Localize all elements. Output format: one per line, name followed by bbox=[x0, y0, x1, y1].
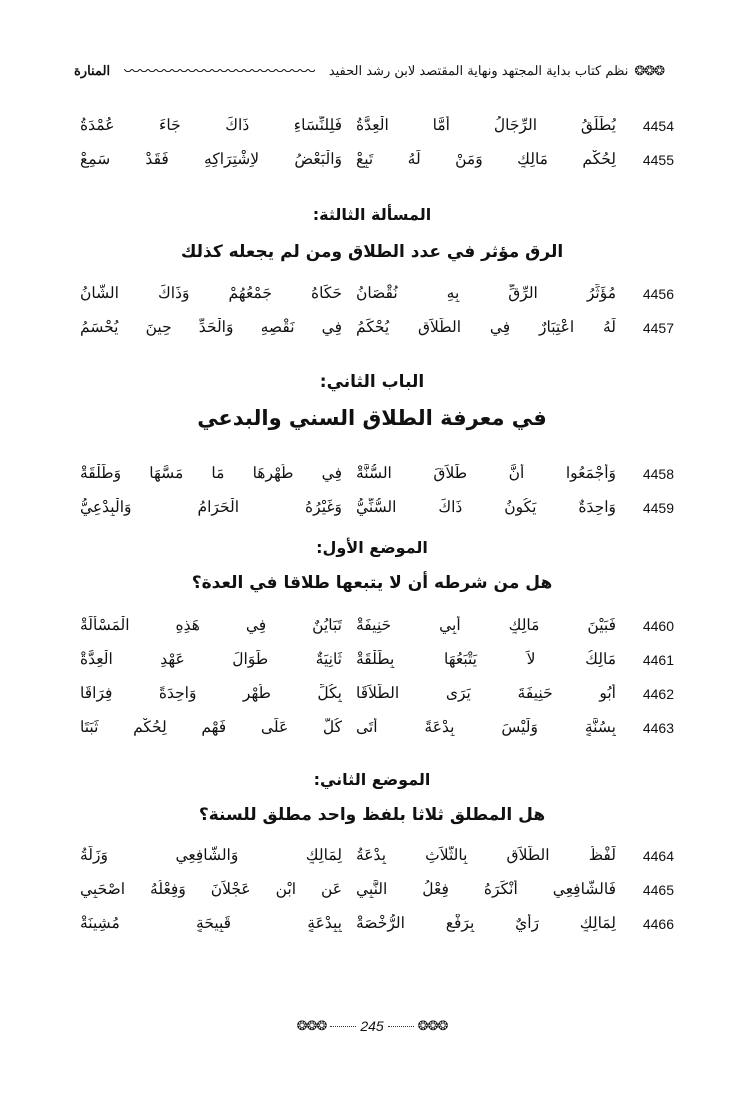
verse-first-hemistich: بِسُنَّةٍ وَلَيْسَ بِدْعَةً أَتَى bbox=[356, 718, 616, 736]
verse-second-hemistich: بِكُلِّ طُهْرٍ وَاحِدَةً فِرَاقَا bbox=[80, 684, 342, 702]
verse-first-hemistich: أَبُو حَنِيفَةَ يَرَى الطَّلاَقَا bbox=[356, 684, 616, 702]
verse-number: 4459 bbox=[642, 500, 674, 516]
verse-line bbox=[80, 280, 674, 312]
verse-line bbox=[80, 612, 674, 644]
footer-divider bbox=[330, 1026, 356, 1027]
verse-second-hemistich: فِي نَقْصِهِ وَالْحَدِّ حِينَ يُحْسَمُ bbox=[80, 318, 342, 336]
verse-number: 4455 bbox=[642, 152, 674, 168]
verse-first-hemistich: فَبَيْنَ مَالِكٍ أَبِي حَنِيفَةْ bbox=[356, 616, 616, 634]
topic-title: هل المطلق ثلاثا بلفظ واحد مطلق للسنة؟ bbox=[198, 805, 546, 825]
footer-ornament-right: ❂❂❂ bbox=[417, 1018, 448, 1034]
verse-line bbox=[80, 910, 674, 942]
verse-second-hemistich: تَبَايُنٌ فِي هَذِهِ الْمَسْأَلَةْ bbox=[80, 616, 342, 634]
verse-line bbox=[80, 494, 674, 526]
verse-number: 4454 bbox=[642, 118, 674, 134]
verse-line bbox=[80, 876, 674, 908]
verse-line bbox=[80, 146, 674, 178]
verse-number: 4458 bbox=[642, 466, 674, 482]
section-label: المسألة الثالثة: bbox=[312, 205, 432, 224]
verse-line bbox=[80, 842, 674, 874]
verse-second-hemistich: وَغَيْرُهُ الْحَرَامُ وَالْبِدْعِيُّ bbox=[80, 498, 342, 516]
verse-first-hemistich: لَهُ اعْتِبَارٌ فِي الطَّلاَقِ يُحْكَمُ bbox=[356, 318, 616, 336]
verse-second-hemistich: بِبِدْعَةٍ قَبِيحَةٍ مُشِينَةْ bbox=[80, 914, 342, 932]
verse-number: 4465 bbox=[642, 882, 674, 898]
verse-first-hemistich: لِحُكْمِ مَالِكٍ وَمَنْ لَهُ تَبِعْ bbox=[356, 150, 616, 168]
verse-line bbox=[80, 646, 674, 678]
verse-line bbox=[80, 314, 674, 346]
chapter-title: في معرفة الطلاق السني والبدعي bbox=[197, 406, 547, 430]
verse-number: 4456 bbox=[642, 286, 674, 302]
verse-first-hemistich: مُؤَثِّرُ الرِّقِّ بِهِ نُقْصَانُ bbox=[356, 284, 616, 302]
verse-second-hemistich: كُلٌّ عَلَى فَهْمٍ لِحُكْمٍ ثَبَتَا bbox=[80, 718, 342, 736]
footer-divider bbox=[388, 1026, 414, 1027]
verse-number: 4457 bbox=[642, 320, 674, 336]
verse-first-hemistich: مَالِكُ لاَ يَتْبَعُهَا بِطَلْقَةْ bbox=[356, 650, 616, 668]
verse-first-hemistich: يُطَلِّقُ الرِّجَالُ أَمَّا الْعِدَّةُ bbox=[356, 116, 616, 134]
verse-first-hemistich: لَفْظُ الطَّلاَقِ بِالثَّلاَثِ بِدْعَةُ bbox=[356, 846, 616, 864]
verse-line bbox=[80, 112, 674, 144]
verse-second-hemistich: وَالْبَعْضُ لاِشْتِرَاكِهِ فَقَدْ سَمِعْ bbox=[80, 150, 342, 168]
running-title: المنارة bbox=[74, 63, 111, 79]
topic-label: الموضع الثاني: bbox=[313, 770, 431, 789]
verse-second-hemistich: حَكَاهُ جَمْعُهُمْ وَذَاكَ الشَّانُ bbox=[80, 284, 342, 302]
verse-number: 4462 bbox=[642, 686, 674, 702]
verse-second-hemistich: لِمَالِكٍ وَالشَّافِعِي وَزَلَّةُ bbox=[80, 846, 342, 864]
verse-second-hemistich: ثَانِيَةٌ طَوَالَ عَهْدِ الْعِدَّةْ bbox=[80, 650, 342, 668]
verse-number: 4463 bbox=[642, 720, 674, 736]
verse-number: 4464 bbox=[642, 848, 674, 864]
verse-number: 4466 bbox=[642, 916, 674, 932]
verse-first-hemistich: فَالشَّافِعِي أَنْكَرَهُ فِعْلُ النَّبِي bbox=[356, 880, 616, 898]
header-wavy-divider bbox=[124, 67, 315, 75]
verse-second-hemistich: فَلِلنِّسَاءِ ذَاكَ جَاءَ عُمْدَةُ bbox=[80, 116, 342, 134]
book-title: نظم كتاب بداية المجتهد ونهاية المقتصد لابن رشد الحفيد bbox=[328, 63, 629, 79]
footer-ornament-left: ❂❂❂ bbox=[296, 1018, 327, 1034]
page-footer bbox=[0, 1018, 744, 1034]
verse-second-hemistich: عَنِ ابْنِ عَجْلاَنَ وَفِعْلُهُ اصْحَبِي bbox=[80, 880, 342, 898]
page-number: 245 bbox=[360, 1018, 384, 1034]
header-ornament: ❂❂❂ bbox=[634, 63, 664, 79]
topic-label: الموضع الأول: bbox=[316, 538, 428, 557]
verse-first-hemistich: وَاحِدَةٌ يَكُونُ ذَاكَ السُّنِّيُّ bbox=[356, 498, 616, 516]
topic-title: هل من شرطه أن لا يتبعها طلاقا في العدة؟ bbox=[191, 573, 553, 593]
verse-line bbox=[80, 680, 674, 712]
verse-number: 4461 bbox=[642, 652, 674, 668]
verse-second-hemistich: فِي طُهْرِهَا مَا مَسَّهَا وَطَلْقَةْ bbox=[80, 464, 342, 482]
verse-number: 4460 bbox=[642, 618, 674, 634]
verse-line bbox=[80, 714, 674, 746]
chapter-label: الباب الثاني: bbox=[319, 372, 425, 392]
verse-first-hemistich: لِمَالِكٍ رَأْيٌ بِرَفْعِ الرُّخْصَةْ bbox=[356, 914, 616, 932]
running-header bbox=[74, 58, 664, 84]
verse-first-hemistich: وَأَجْمَعُوا أَنَّ طَلاَقَ السُّنَّةْ bbox=[356, 464, 616, 482]
verse-line bbox=[80, 460, 674, 492]
section-title: الرق مؤثر في عدد الطلاق ومن لم يجعله كذلك bbox=[180, 242, 564, 262]
